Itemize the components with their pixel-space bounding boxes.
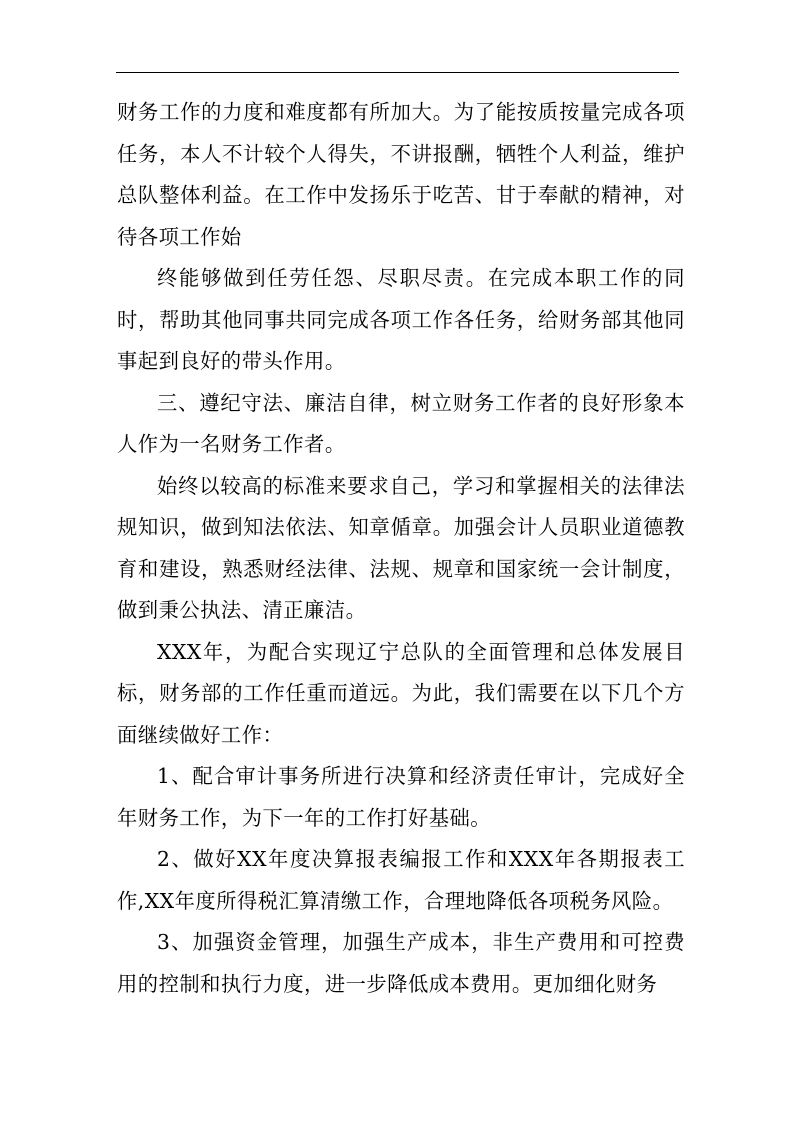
paragraph: XXX年，为配合实现辽宁总队的全面管理和总体发展目标，财务部的工作任重而道远。为此，我们需要在以下几个方面继续做好工作： bbox=[117, 639, 685, 747]
paragraph: 2、做好XX年度决算报表编报工作和XXX年各期报表工作,XX年度所得税汇算清缴工作，合理地降低各项税务风险。 bbox=[117, 847, 685, 913]
paragraph: 3、加强资金管理，加强生产成本，非生产费用和可控费用的控制和执行力度，进一步降低成本费用。更加细化财务 bbox=[117, 930, 685, 996]
paragraph: 始终以较高的标准来要求自己，学习和掌握相关的法律法规知识，做到知法依法、知章偱章。加强会计人员职业道德教育和建设，熟悉财经法律、法规、规章和国家统一会计制度，做到秉公执法、清正廉洁。 bbox=[117, 473, 685, 622]
paragraph: 财务工作的力度和难度都有所加大。为了能按质按量完成各项任务，本人不计较个人得失，不讲报酬，牺牲个人利益，维护总队整体利益。在工作中发扬乐于吃苦、甘于奉献的精神，对待各项工作始 bbox=[117, 100, 685, 249]
document-body bbox=[117, 92, 685, 1005]
paragraph: 三、遵纪守法、廉洁自律，树立财务工作者的良好形象本人作为一名财务工作者。 bbox=[117, 390, 685, 456]
paragraph: 1、配合审计事务所进行决算和经济责任审计，完成好全年财务工作，为下一年的工作打好基础。 bbox=[117, 764, 685, 830]
paragraph: 终能够做到任劳任怨、尽职尽责。在完成本职工作的同时，帮助其他同事共同完成各项工作各任务，给财务部其他同事起到良好的带头作用。 bbox=[117, 266, 685, 373]
header-rule bbox=[116, 72, 679, 73]
